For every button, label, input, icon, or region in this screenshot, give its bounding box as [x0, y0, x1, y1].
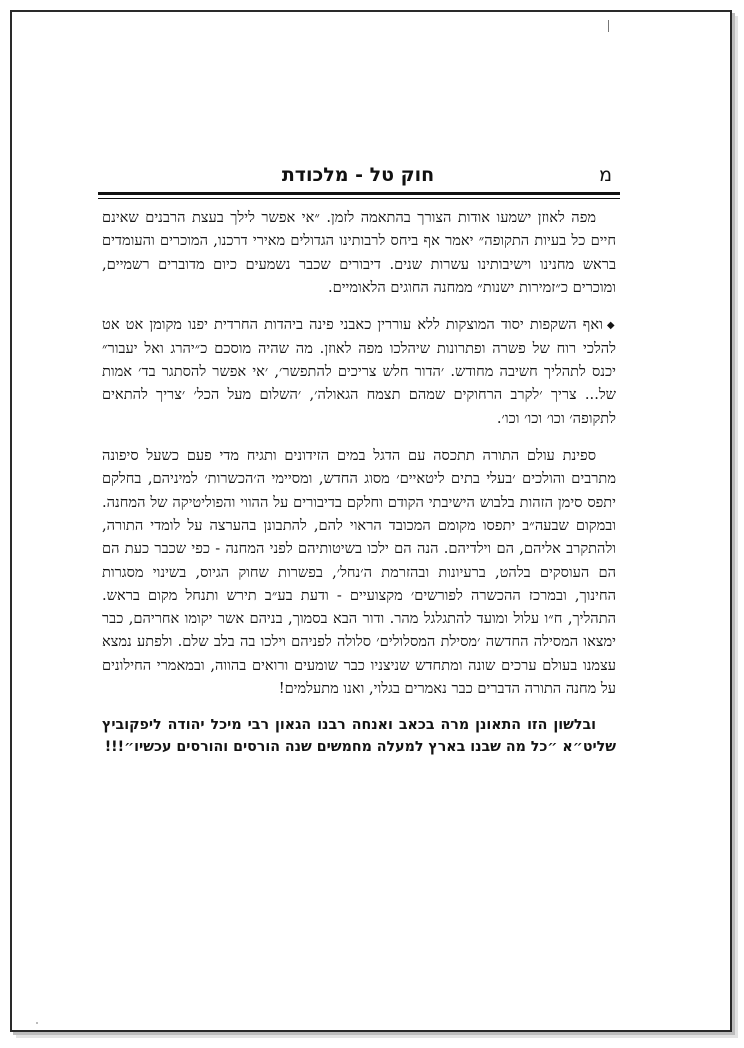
closing-quote: ובלשון הזו התאונן מרה בכאב ואנחה רבנו הגאון רבי מיכל יהודה ליפקוביץ שליט״א ״כל מה שבנו בארץ למעלה מחמשים שנה הורסים והורסים עכשיו״!!!: [102, 717, 616, 756]
paragraph: מפה לאוזן ישמעו אודות הצורך בהתאמה לזמן. ״אי אפשר לילך בעצת הרבנים שאינם חיים כל בעיות התקופה״ יאמר אף ביחס לרבותינו הגדולים מאירי דרכנו, המוכרים והעומדים בראש מחנינו וישיבותינו עשרות שנים. דיבורים שכבר נשמעים כיום מדוברים רשמיים, ומוכרים כ״זמירות ישנות״ ממחנה החוגים הלאומיים.: [102, 209, 616, 296]
header-rule-thin: [98, 198, 620, 199]
bullet-paragraph: [102, 313, 616, 430]
scan-mark: [36, 1022, 38, 1024]
paragraph-text: ואף השקפות יסוד המוצקות ללא עוררין כאבני פינה ביהדות החרדית יפנו מקומן אט אט להלכי רוח של פשרה ופתרונות שיהלכו מפה לאוזן. מה שהיה מוסכם כ״יהרג ואל יעבור״ יכנס לתהליך חשיבה מחודש. ׳הדור חלש צריכים להתפשר׳, ׳אי אפשר להסתגר בד׳ אמות של... צריך ׳לקרב הרחוקים שמהם תצמח הגאולה׳, ׳השלום מעל הכל׳ ׳צריך להתאים לתקופה׳ וכו׳ וכו׳ וכו׳.: [102, 316, 617, 427]
diamond-bullet-icon: ◆: [606, 319, 616, 331]
running-header: [98, 164, 618, 190]
header-title: חוק טל - מלכודת: [281, 164, 435, 186]
paragraph: ספינת עולם התורה תתכסה עם הדגל במים הזידונים ותגיח מדי פעם כשעל סיפונה מתרבים והולכים ׳בעלי בתים ליטאיים׳ מסוג החדש, ומסיימי ה׳הכשרות׳ למיניהם, בחלקם יתפס סימן הזהות בלבוש הישיבתי הקודם וחלקם בדיבורים על ההווי והפוליטיקה של המחנה. ובמקום שבעה״ב יתפסו מקומם המכובד הראוי להם, להתבונן בהערצה על לומדי התורה, ולהתקרב אליהם, הם וילדיהם. הנה הם ילכו בשיטותיהם לפני המחנה - כפי שכבר כעת הם הם העוסקים בלהט, ברעיונות ובהזרמת ה׳נחל׳, בפשרות שחוק הגיוס, בשינוי מסגרות החינוך, ובמרכז ההכשרה לפורשים׳ מקצועיים - ודעת בע״ב תירש ותנחל מקום בראש. התהליך, ח״ו עלול ומועד להתגלגל מהר. ודור הבא בסמוך, בניהם אשר יקומו אחריהם, כבר ימצאו המסילה החדשה ׳מסילת המסלולים׳ סלולה לפניהם וילכו בה בלב שלם. ולפתע נמצא עצמנו בעולם ערכים שונה ומתחדש שניצניו כבר שומעים ורואים בהווה, ובמאמרי החילונים על מחנה התורה הדברים כבר נאמרים בגלוי, ואנו מתעלמים!: [102, 447, 616, 697]
text-body: [102, 206, 616, 772]
scan-mark: [608, 20, 609, 32]
page-number: מ: [599, 164, 612, 186]
header-rule-thick: [98, 192, 620, 195]
